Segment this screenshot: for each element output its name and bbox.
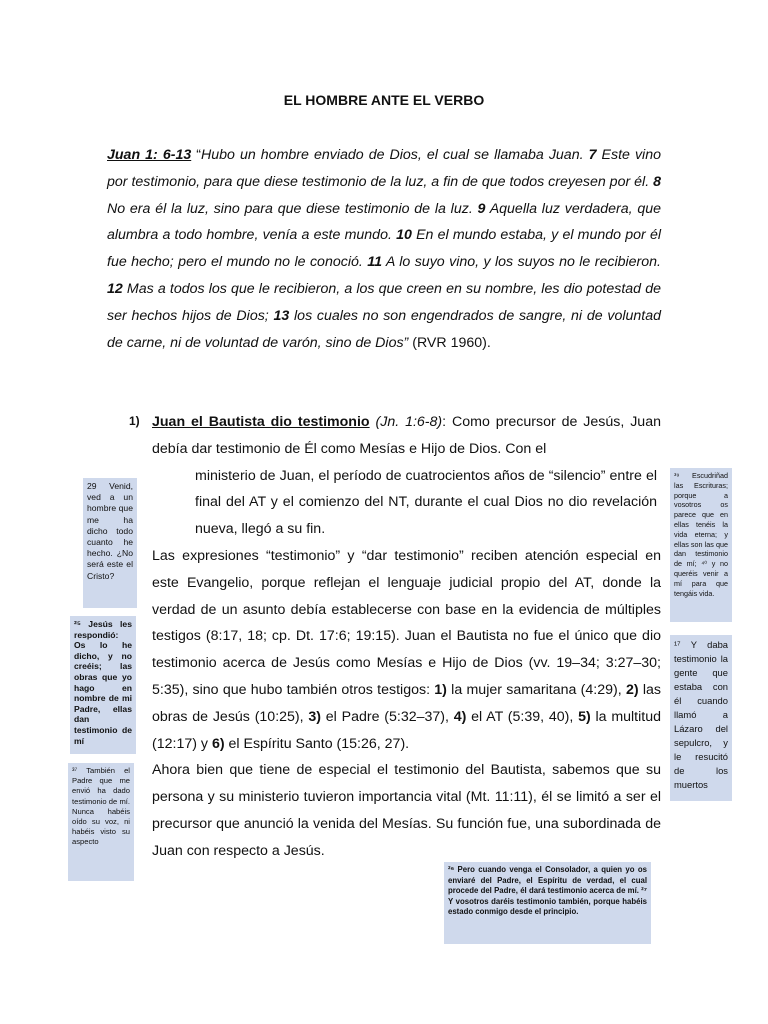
sidenote-john-12-17: ¹⁷ Y daba testimonio la gente que estaba con él cuando llamó a Lázaro del sepulcro, y le resucitó de los muertos [670,635,732,801]
section-heading: Juan el Bautista dio testimonio [152,414,370,430]
witness-number: 1) [434,681,447,698]
section-heading-paragraph [152,409,661,463]
paragraph-text: la multitud (12:17) y [152,708,661,752]
verse-number: 10 [396,227,412,244]
sidenote-john-4-29: 29 Venid, ved a un hombre que me ha dicho todo cuanto he hecho. ¿No será este el Cristo? [83,478,137,608]
witness-number: 2) [625,681,639,698]
verse-number: 9 [477,200,486,217]
verse-text: (RVR 1960). [408,334,491,351]
paragraph-text: el AT (5:39, 40), [466,708,579,725]
sidenote-john-5-37: ³⁷ También el Padre que me envió ha dado testimonio de mí. Nunca habéis oído su voz, ni habéis visto su aspecto [68,763,134,881]
verse-text: A lo suyo vino, y los suyos no le recibieron. [381,254,661,271]
paragraph-text: el Espíritu Santo (15:26, 27). [224,735,410,752]
scripture-passage [107,142,661,356]
witness-number: 3) [308,708,321,725]
verse-number: 11 [367,254,382,271]
verse-text: En el mundo estaba, y el mundo por él fue hecho; pero el mundo no le conoció. [107,227,661,271]
section-indented-text: ministerio de Juan, el período de cuatrocientos años de “silencio” entre el final del AT y el comienzo del NT, durante el cual Dios no dio revelación nueva, llegó a su fin. [195,467,657,538]
verse-text: Aquella luz verdadera, que alumbra a todo hombre, venía a este mundo. [107,200,662,244]
section-number: 1) [129,414,140,428]
verse-number: 7 [588,147,597,163]
verse-text: “ [191,147,201,163]
scripture-reference: Juan 1: 6-13 [107,147,192,163]
paragraph-text: la mujer samaritana (4:29), [446,681,626,698]
verse-number: 8 [653,173,661,190]
verse-text: Mas a todos los que le recibieron, a los que creen en su nombre, les dio potestad de ser hechos hijos de Dios; [107,280,661,324]
sidenote-john-10-25: ²⁵ Jesús les respondió: Os lo he dicho, y no creéis; las obras que yo hago en nombre de mi Padre, ellas dan testimonio de mí [70,616,136,754]
verse-text: Este vino por testimonio, para que diese testimonio de la luz, a fin de que todos creyesen por él. [107,147,661,190]
section-body [152,409,661,865]
witness-number: 5) [578,708,591,725]
conclusion-paragraph: Ahora bien que tiene de especial el testimonio del Bautista, sabemos que su persona y su ministerio tuvieron importancia vital (Mt. 11:11), él se limitó a ser el precursor que anunció la venida del Mesías. Su función fue, una subordinada de Juan con respecto a Jesús. [152,762,661,859]
verse-text: Hubo un hombre enviado de Dios, el cual se llamaba Juan. [201,147,589,163]
verse-number: 13 [273,307,290,324]
sidenote-john-5-39: ³⁹ Escudriñad las Escrituras; porque a vosotros os parece que en ellas tenéis la vida eterna; y ellas son las que dan testimonio de mí; ⁴⁰ y no queréis venir a mí para que tengáis vida. [670,468,732,622]
section-intro-text: : Como precursor de Jesús, Juan debía dar testimonio de Él como Mesías e Hijo de Dios. Con el [152,414,661,457]
paragraph-text: el Padre (5:32–37), [321,708,454,725]
scripture-text [107,147,661,351]
paragraph-text: Las expresiones “testimonio” y “dar testimonio” reciben atención especial en este Evangelio, porque reflejan el lenguaje judicial propio del AT, donde la verdad de un asunto debía establecerse con base en la evidencia de múltiples testigos (8:17, 18; cp. Dt. 17:6; 19:15). Juan el Bautista no fue el único que dio testimonio acerca de Jesús como Mesías e Hijo de Dios (vv. 19–34; 3:27–30; 5:35), sino que hubo también otros testigos: [152,547,661,698]
sidenote-john-15-26: ²⁶ Pero cuando venga el Consolador, a quien yo os enviaré del Padre, el Espíritu de verdad, el cual procede del Padre, él dará testimonio acerca de mí. ²⁷ Y vosotros daréis testimonio también, porque habéis estado conmigo desde el principio. [444,862,651,944]
witness-number: 6) [211,735,225,752]
paragraph-text: las obras de Jesús (10:25), [152,681,661,725]
section-heading-ref: (Jn. 1:6-8) [369,414,443,430]
verse-number: 12 [107,280,123,297]
verse-text: No era él la luz, sino para que diese testimonio de la luz. [107,200,478,217]
witness-number: 4) [453,708,467,725]
verse-text: los cuales no son engendrados de sangre, ni de voluntad de carne, ni de voluntad de varón, sino de Dios” [107,307,661,351]
document-title: EL HOMBRE ANTE EL VERBO [283,92,485,108]
testimony-paragraph [152,543,661,757]
